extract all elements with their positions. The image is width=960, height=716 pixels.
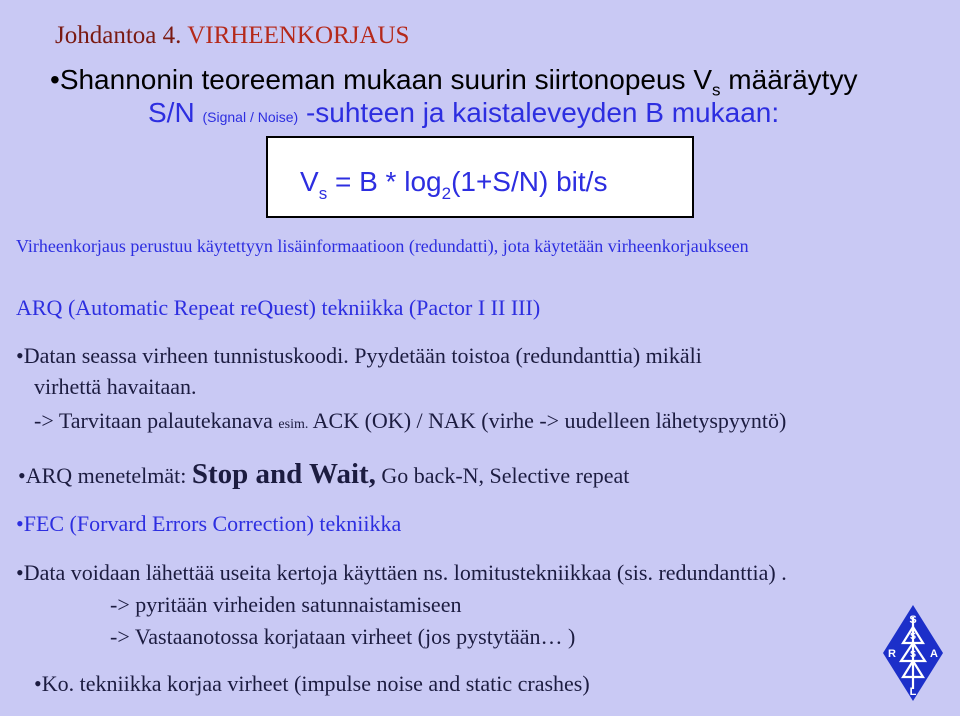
- ko-text: Ko. tekniikka korjaa virheet (impulse noise and static crashes): [41, 671, 590, 696]
- shannon-text-end: määräytyy: [720, 64, 858, 95]
- arq-line-2: virhettä havaitaan.: [34, 374, 197, 399]
- bullet: •: [50, 64, 60, 95]
- arq-heading: ARQ (Automatic Repeat reQuest) tekniikka (Pactor I II III): [16, 295, 541, 320]
- bullet: •: [34, 671, 42, 696]
- logo-letter: A: [930, 648, 938, 660]
- formula-v: V: [300, 166, 319, 197]
- arq-line-1: [16, 343, 702, 369]
- fec-heading: [16, 511, 401, 537]
- logo-letter: R: [888, 648, 896, 660]
- bullet: •: [16, 511, 24, 536]
- title-main: VIRHEENKORJAUS: [187, 22, 410, 49]
- sn-label: S/N: [148, 97, 203, 128]
- ko-line: [34, 671, 590, 697]
- stop-and-wait: Stop and Wait,: [191, 458, 376, 490]
- formula-log-sub: 2: [441, 184, 452, 203]
- arq-line-1-text: Datan seassa virheen tunnistuskoodi. Pyydetään toistoa (redundanttia) mikäli: [23, 343, 702, 368]
- fec-line-1: [16, 560, 787, 586]
- bullet: •: [16, 343, 24, 368]
- fec-heading-text: FEC (Forvard Errors Correction) tekniikka: [23, 511, 402, 536]
- arq-line-3-small: esim.: [278, 417, 309, 432]
- logo-letter: S: [909, 614, 917, 626]
- arq-methods-start: ARQ menetelmät:: [25, 463, 192, 488]
- formula: [300, 166, 608, 203]
- sn-small: (Signal / Noise): [202, 109, 299, 125]
- logo-letter: S: [909, 649, 917, 659]
- slide-title: [55, 22, 409, 50]
- bullet: •: [18, 463, 26, 488]
- arq-methods: [18, 458, 629, 491]
- formula-v-sub: s: [318, 184, 328, 203]
- sral-logo-icon: [881, 603, 945, 703]
- arq-line-3-start: -> Tarvitaan palautekanava: [34, 408, 279, 433]
- logo-letter: L: [909, 686, 917, 698]
- fec-line-1-text: Data voidaan lähettää useita kertoja käyttäen ns. lomitustekniikkaa (sis. redundanttia) .: [23, 560, 787, 585]
- redundancy-text: Virheenkorjaus perustuu käytettyyn lisäinformaatioon (redundatti), jota käytetään virheenkorjaukseen: [16, 236, 749, 256]
- bullet: •: [16, 560, 24, 585]
- arq-line-3-end: ACK (OK) / NAK (virhe -> uudelleen lähetyspyyntö): [308, 408, 787, 433]
- logo-letter: S: [909, 631, 917, 641]
- shannon-line2-end: -suhteen ja kaistaleveyden B mukaan:: [298, 97, 780, 128]
- formula-mid: = B * log: [327, 166, 442, 197]
- arq-methods-end: Go back-N, Selective repeat: [375, 463, 630, 488]
- shannon-line-1: [50, 64, 857, 101]
- shannon-line-2: [148, 97, 779, 129]
- fec-line-3: -> Vastaanotossa korjataan virheet (jos pystytään… ): [110, 624, 576, 649]
- shannon-subscript: s: [712, 80, 721, 100]
- title-prefix: Johdantoa 4.: [55, 22, 182, 49]
- arq-line-3: [34, 408, 786, 434]
- shannon-text: Shannonin teoreeman mukaan suurin siirtonopeus V: [59, 64, 713, 95]
- fec-line-2: -> pyritään virheiden satunnaistamiseen: [110, 592, 462, 617]
- formula-end: (1+S/N) bit/s: [451, 166, 608, 197]
